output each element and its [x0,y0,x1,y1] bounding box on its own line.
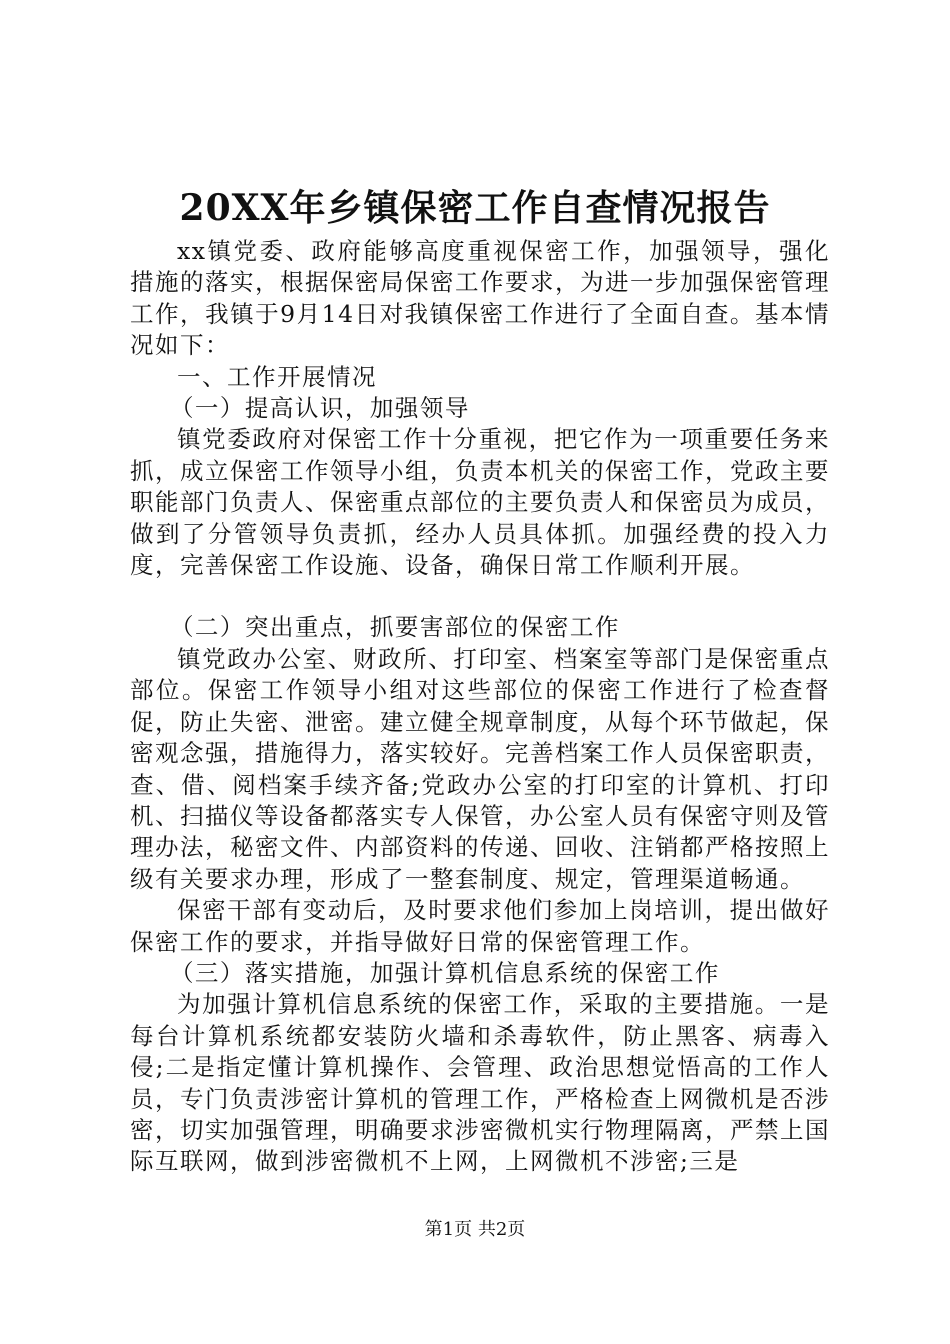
page-number-footer: 第1页 共2页 [424,1219,526,1240]
document-body [130,236,830,1178]
body-paragraph-1: 镇党委政府对保密工作十分重视，把它作为一项重要任务来抓，成立保密工作领导小组，负责本机关的保密工作，党政主要职能部门负责人、保密重点部位的主要负责人和保密员为成员，做到了分管领导负责抓，经办人员具体抓。加强经费的投入力度，完善保密工作设施、设备，确保日常工作顺利开展。 [130,425,830,580]
body-paragraph-2: 镇党政办公室、财政所、打印室、档案室等部门是保密重点部位。保密工作领导小组对这些部位的保密工作进行了检查督促，防止失密、泄密。建立健全规章制度，从每个环节做起，保密观念强，措施得力，落实较好。完善档案工作人员保密职责，查、借、阅档案手续齐备;党政办公室的打印室的计算机、打印机、扫描仪等设备都落实专人保管，办公室人员有保密守则及管理办法，秘密文件、内部资料的传递、回收、注销都严格按照上级有关要求办理，形成了一整套制度、规定，管理渠道畅通。 [130,644,830,893]
section-heading-1: 一、工作开展情况 [177,362,377,391]
body-paragraph-4: 为加强计算机信息系统的保密工作，采取的主要措施。一是每台计算机系统都安装防火墙和杀毒软件，防止黑客、病毒入侵;二是指定懂计算机操作、会管理、政治思想觉悟高的工作人员，专门负责涉密计算机的管理工作，严格检查上网微机是否涉密，切实加强管理，明确要求涉密微机实行物理隔离，严禁上国际互联网，做到涉密微机不上网，上网微机不涉密;三是 [130,990,830,1176]
subsection-heading-1: （一）提高认识，加强领导 [169,394,470,423]
document-title: 20XX年乡镇保密工作自查情况报告 [179,187,771,229]
body-paragraph-3: 保密干部有变动后，及时要求他们参加上岗培训，提出做好保密工作的要求，并指导做好日常的保密管理工作。 [130,896,830,956]
subsection-heading-2: （二）突出重点，抓要害部位的保密工作 [169,613,620,642]
subsection-heading-3: （三）落实措施，加强计算机信息系统的保密工作 [169,958,720,987]
intro-paragraph: xx镇党委、政府能够高度重视保密工作，加强领导，强化措施的落实，根据保密局保密工作要求，为进一步加强保密管理工作，我镇于9月14日对我镇保密工作进行了全面自查。基本情况如下： [130,237,830,360]
